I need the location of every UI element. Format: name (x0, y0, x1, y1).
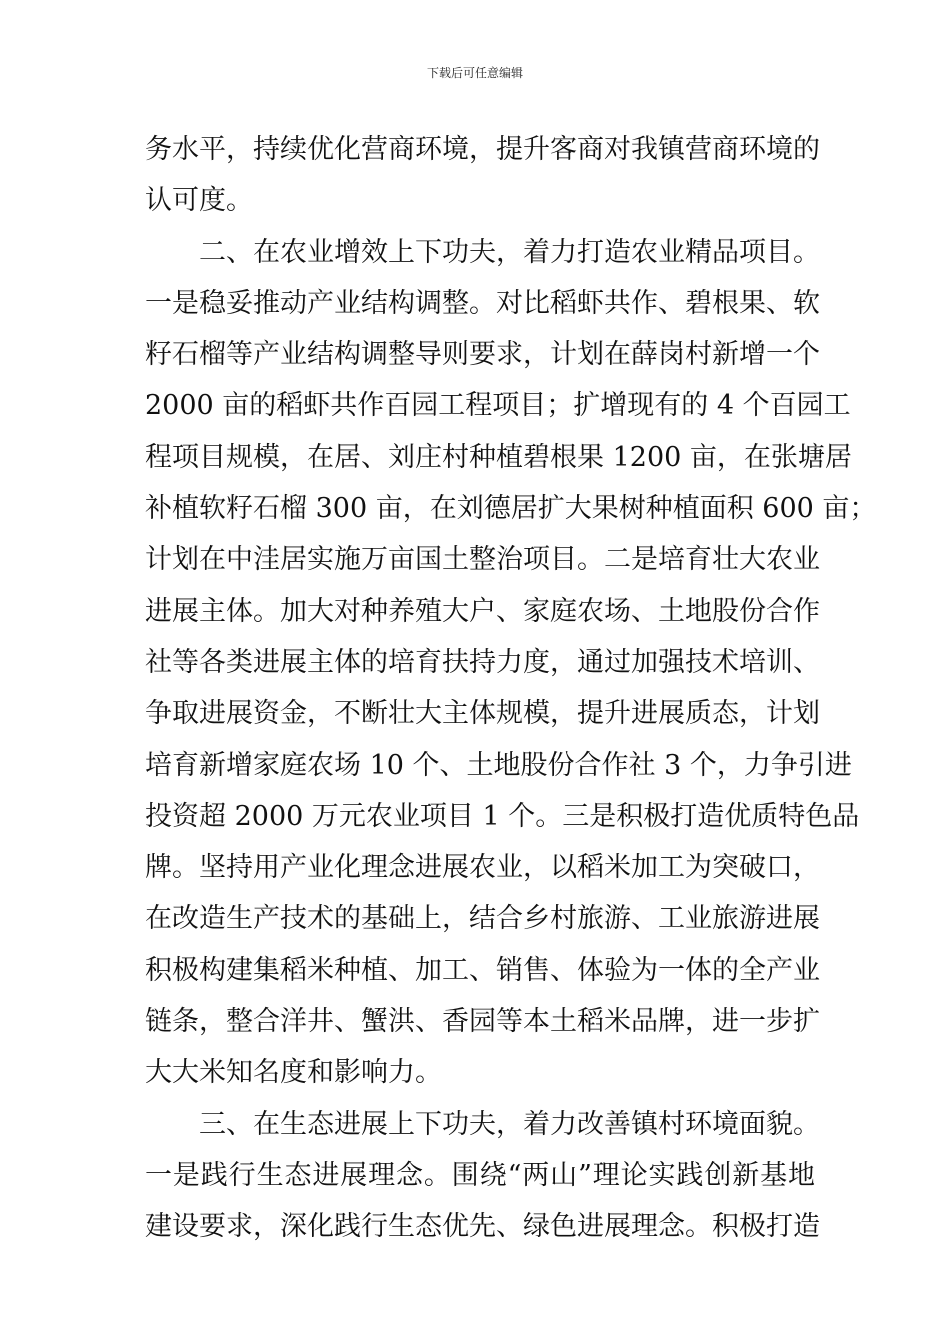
text-line: 积极构建集稻米种植、加工、销售、体验为一体的全产业 (145, 954, 820, 986)
text-line: 链条，整合洋井、蟹洪、香园等本土稻米品牌，进一步扩 (145, 1006, 820, 1038)
paragraph-continuation (145, 127, 820, 230)
text-line: 籽石榴等产业结构调整导则要求，计划在薛岗村新增一个 (145, 339, 820, 371)
text-line: 建设要求，深化践行生态优先、绿色进展理念。积极打造 (145, 1211, 820, 1243)
section-heading-line: 二、在农业增效上下功夫，着力打造农业精品项目。 (199, 236, 820, 268)
paragraph-agriculture (145, 230, 877, 1102)
text-line: 争取进展资金，不断壮大主体规模，提升进展质态，计划 (145, 698, 820, 730)
text-line: 计划在中洼居实施万亩国土整治项目。二是培育壮大农业 (145, 544, 820, 576)
text-line: 培育新增家庭农场 10 个、土地股份合作社 3 个，力争引进 (145, 749, 852, 781)
paragraph-ecology (145, 1102, 820, 1256)
text-line: 一是稳妥推动产业结构调整。对比稻虾共作、碧根果、软 (145, 287, 820, 319)
document-body (145, 127, 877, 1256)
text-line: 程项目规模，在居、刘庄村种植碧根果 1200 亩，在张塘居 (145, 441, 852, 473)
text-line: 大大米知名度和影响力。 (145, 1057, 442, 1089)
text-line: 进展主体。加大对种养殖大户、家庭农场、土地股份合作 (145, 595, 820, 627)
text-line: 2000 亩的稻虾共作百园工程项目；扩增现有的 4 个百园工 (145, 390, 851, 422)
text-line: 牌。坚持用产业化理念进展农业，以稻米加工为突破口， (145, 852, 820, 884)
text-line: 投资超 2000 万元农业项目 1 个。三是积极打造优质特色品 (145, 800, 860, 832)
text-line: 在改造生产技术的基础上，结合乡村旅游、工业旅游进展 (145, 903, 820, 935)
text-line: 社等各类进展主体的培育扶持力度，通过加强技术培训、 (145, 646, 820, 678)
text-line: 补植软籽石榴 300 亩，在刘德居扩大果树种植面积 600 亩； (145, 493, 877, 525)
text-line: 一是践行生态进展理念。围绕“两山”理论实践创新基地 (145, 1159, 815, 1191)
page-header-note: 下载后可任意编辑 (426, 66, 523, 80)
text-line: 务水平，持续优化营商环境，提升客商对我镇营商环境的 (145, 134, 820, 165)
section-heading-line: 三、在生态进展上下功夫，着力改善镇村环境面貌。 (199, 1108, 820, 1140)
text-line: 认可度。 (145, 185, 253, 217)
